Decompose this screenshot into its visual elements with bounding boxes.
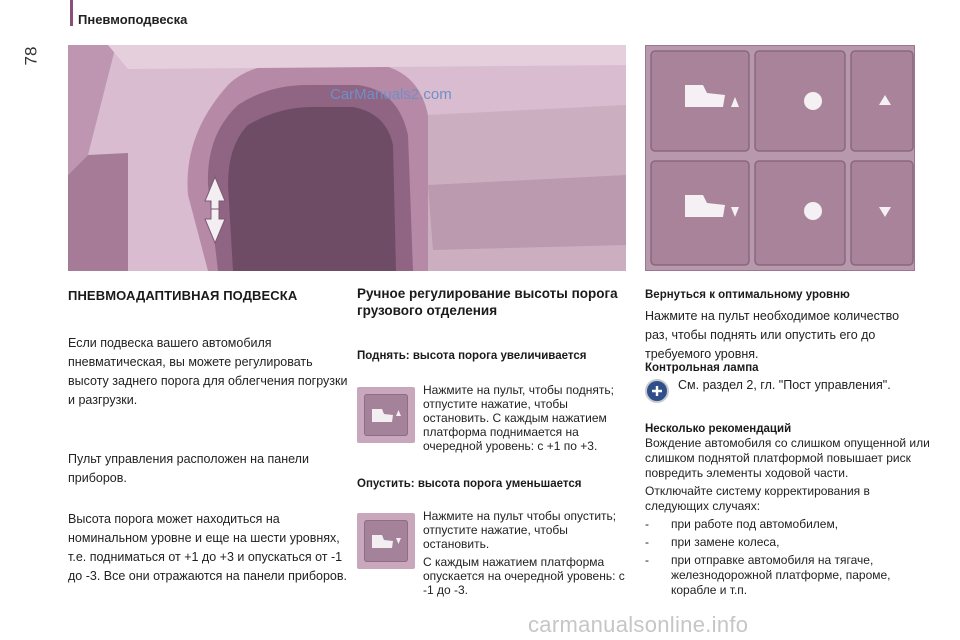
lower-text-2: С каждым нажатием платформа опускается на очередной уровень: с -1 до -3. xyxy=(423,555,625,597)
list-dash: - xyxy=(645,517,649,531)
raise-button-icon xyxy=(364,394,408,436)
raise-heading: Поднять: высота порога увеличивается xyxy=(357,350,587,362)
page-number: 78 xyxy=(21,46,41,66)
manual-adjust-heading: Ручное регулирование высоты порога грузового отделения xyxy=(357,286,618,318)
recommendation-list xyxy=(645,517,930,598)
warning-lamp-icon xyxy=(645,379,669,403)
list-item: - при работе под автомобилем, xyxy=(645,517,839,531)
watermark-top: CarManuals2.com xyxy=(330,86,452,103)
control-location-paragraph: Пульт управления расположен на панели приборов. xyxy=(68,452,309,485)
list-item: - при отправке автомобиля на тягаче, железнодорожной платформе, пароме, корабле и т.п. xyxy=(645,553,891,597)
section-title: Пневмоподвеска xyxy=(78,12,188,27)
raise-button-image xyxy=(357,387,415,443)
recommendations-heading: Несколько рекомендаций xyxy=(645,423,792,435)
optimal-level-heading: Вернуться к оптимальному уровню xyxy=(645,289,850,301)
lower-button-image xyxy=(357,513,415,569)
car-rear-drawing xyxy=(68,45,626,271)
lower-text xyxy=(423,509,633,597)
recommendations-body xyxy=(645,436,930,601)
list-dash: - xyxy=(645,535,649,549)
section-accent-bar xyxy=(70,0,73,26)
recommendation-paragraph-1: Вождение автомобиля со слишком опущенной или слишком поднятой платформой повышает риск повредить элементы ходовой части. xyxy=(645,436,930,480)
warning-lamp-text: См. раздел 2, гл. "Пост управления". xyxy=(678,378,891,392)
list-item: - при замене колеса, xyxy=(645,535,780,549)
recommendation-paragraph-2: Отключайте систему корректирования в следующих случаях: xyxy=(645,484,870,513)
optimal-level-text: Нажмите на пульт необходимое количество раз, чтобы поднять или опустить его до требуемого уровня. xyxy=(645,309,900,361)
intro-paragraph: Если подвеска вашего автомобиля пневматическая, вы можете регулировать высоту заднего порога для облегчения погрузки и разгрузки. xyxy=(68,336,348,407)
raise-text: Нажмите на пульт, чтобы поднять; отпустите нажатие, чтобы остановить. С каждым нажатием платформа поднимается на очередной уровень: с +1 по +3. xyxy=(423,383,614,453)
warning-lamp-heading: Контрольная лампа xyxy=(645,362,759,374)
control-panel-illustration xyxy=(645,45,915,271)
height-levels-paragraph: Высота порога может находиться на номинальном уровне и еще на шести уровнях, т.е. подниматься от +1 до +3 и опускаться от -1 до -3. Все они отражаются на панели приборов. xyxy=(68,512,347,583)
lower-button-icon xyxy=(364,520,408,562)
control-panel-drawing xyxy=(645,45,915,271)
list-dash: - xyxy=(645,553,649,567)
lower-heading: Опустить: высота порога уменьшается xyxy=(357,478,582,490)
main-heading: ПНЕВМОАДАПТИВНАЯ ПОДВЕСКА xyxy=(68,288,298,303)
lower-text-1: Нажмите на пульт чтобы опустить; отпустите нажатие, чтобы остановить. xyxy=(423,509,617,551)
footer-watermark: carmanualsonline.info xyxy=(528,612,749,637)
car-rear-illustration xyxy=(68,45,626,271)
